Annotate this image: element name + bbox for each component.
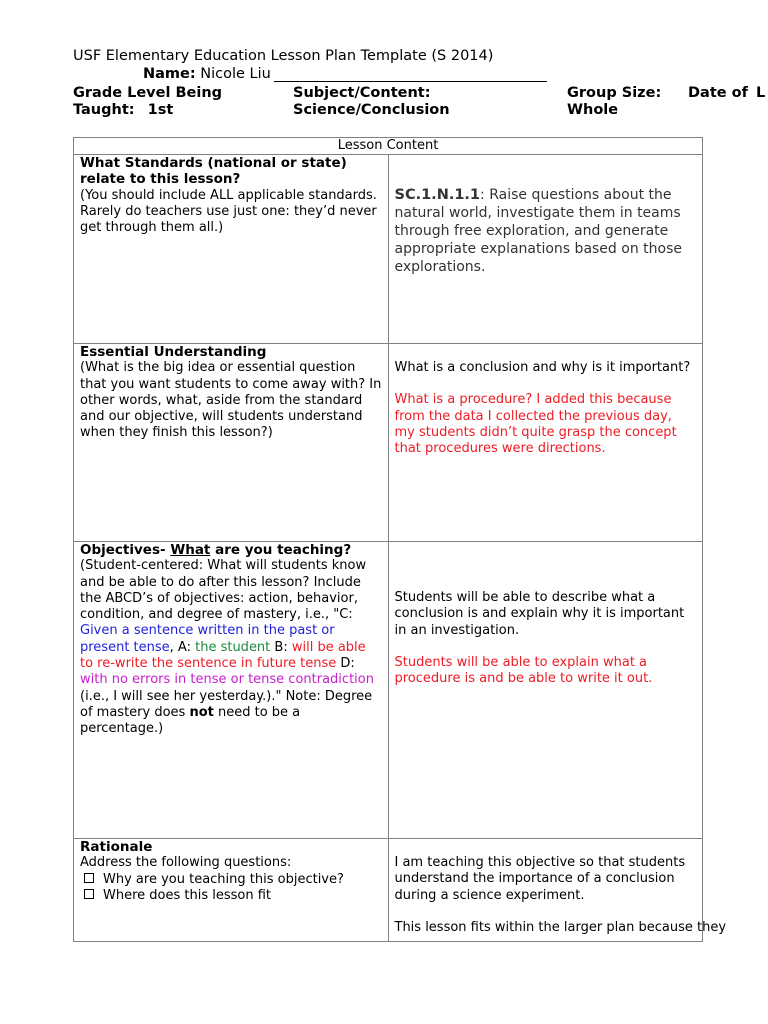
essential-prompt: (What is the big idea or essential question that you want students to come away with? In other words, what, aside from the standard and our objective, will students understand when they finish this lesson?) <box>80 360 382 441</box>
objectives-b-label: B: <box>270 639 292 655</box>
rationale-prompt: Address the following questions: <box>80 855 292 871</box>
essential-understanding-row <box>74 344 703 542</box>
essential-answer: What is a conclusion and why is it important? <box>394 360 691 375</box>
objectives-row <box>74 542 703 839</box>
objectives-behavior: will be able to re-write the sentence in future tense <box>80 639 366 672</box>
standards-row <box>74 155 703 344</box>
objectives-prompt-end: (i.e., I will see her yesterday.)." Note: Degree of mastery does <box>80 688 373 720</box>
essential-prompt-cell <box>74 344 389 542</box>
subject-label: Subject/Content: <box>293 85 431 101</box>
objectives-audience: the student <box>195 639 271 655</box>
standards-prompt-cell <box>74 155 389 344</box>
objectives-title-a: Objectives- <box>80 542 171 558</box>
grade-label-line2: Taught: <box>73 102 135 118</box>
objectives-prompt <box>80 558 382 737</box>
rationale-question-2-text: Where does this lesson fit <box>103 887 272 903</box>
essential-title: Essential Understanding <box>80 344 267 360</box>
date-label-clipped: L <box>755 85 766 101</box>
objectives-a-label: A: <box>173 639 196 655</box>
objectives-not: not <box>189 704 214 720</box>
objectives-answer: Students will be able to describe what a conclusion is and explain why it is important in an investigation. <box>394 590 685 638</box>
standards-prompt: (You should include ALL applicable standards. Rarely do teachers use just one: they’d never get through them all.) <box>80 187 377 236</box>
objectives-comma: , <box>169 639 174 655</box>
grade-row <box>73 101 173 119</box>
objectives-answer-cell <box>388 542 703 839</box>
checkbox-icon <box>84 889 94 899</box>
grade-label-line1: Grade Level Being <box>73 85 223 101</box>
group-size-value: Whole <box>567 102 619 118</box>
rationale-title: Rationale <box>80 839 153 855</box>
name-value: Nicole Liu <box>200 66 271 82</box>
rationale-answer-cell <box>388 839 727 942</box>
standards-answer <box>395 186 697 276</box>
rationale-answer-1: I am teaching this objective so that students understand the importance of a conclusion during a science experiment. <box>394 855 686 903</box>
essential-answer-cell <box>388 344 703 542</box>
rationale-question-1-text: Why are you teaching this objective? <box>103 871 344 887</box>
document-title: USF Elementary Education Lesson Plan Template (S 2014) <box>73 48 494 64</box>
rationale-question-1 <box>80 872 382 888</box>
lesson-content-table <box>73 137 727 942</box>
objectives-d-label: D: <box>336 656 355 672</box>
subject-value: Science/Conclusion <box>293 102 450 118</box>
objectives-condition: Given a sentence written in the past or present tense <box>80 623 335 655</box>
rationale-prompt-cell <box>74 839 389 942</box>
name-underline <box>274 81 547 82</box>
objectives-title-what: What <box>170 542 211 558</box>
objectives-prompt-a: (Student-centered: What will students know and be able to do after this lesson? Include the ABCD’s of objectives: action, behavior, condition, and degree of mastery, i.e., "C: <box>80 558 367 623</box>
standards-title: What Standards (national or state) relate to this lesson? <box>80 155 347 188</box>
grade-value: 1st <box>147 102 174 118</box>
objectives-prompt-cell <box>74 542 389 839</box>
objectives-degree: with no errors in tense or tense contradiction <box>80 672 374 688</box>
rationale-row <box>74 839 703 942</box>
table-header: Lesson Content <box>74 138 703 155</box>
standards-answer-cell <box>388 155 703 344</box>
date-label <box>688 84 765 102</box>
rationale-question-2 <box>80 888 382 904</box>
essential-answer-revision: What is a procedure? I added this because from the data I collected the previous day, my students didn’t quite grasp the concept that procedures were directions. <box>394 392 677 457</box>
name-label: Name: <box>143 66 196 82</box>
date-label-text: Date of <box>688 85 748 101</box>
objectives-answer-revision: Students will be able to explain what a procedure is and be able to write it out. <box>394 654 653 687</box>
standard-text: : Raise questions about the natural world, investigate them in teams through free exploration, and generate appropriate explanations based on those explorations. <box>394 187 682 275</box>
objectives-title-b: are you teaching? <box>210 542 352 558</box>
objectives-title <box>80 542 382 558</box>
objectives-prompt-end2: need to be a percentage.) <box>80 704 301 737</box>
rationale-answer-2: This lesson fits within the larger plan because they <box>394 919 727 935</box>
group-size-label: Group Size: <box>567 85 662 101</box>
standard-code: SC.1.N.1.1 <box>394 187 481 203</box>
checkbox-icon <box>84 873 94 883</box>
name-row <box>143 65 271 83</box>
